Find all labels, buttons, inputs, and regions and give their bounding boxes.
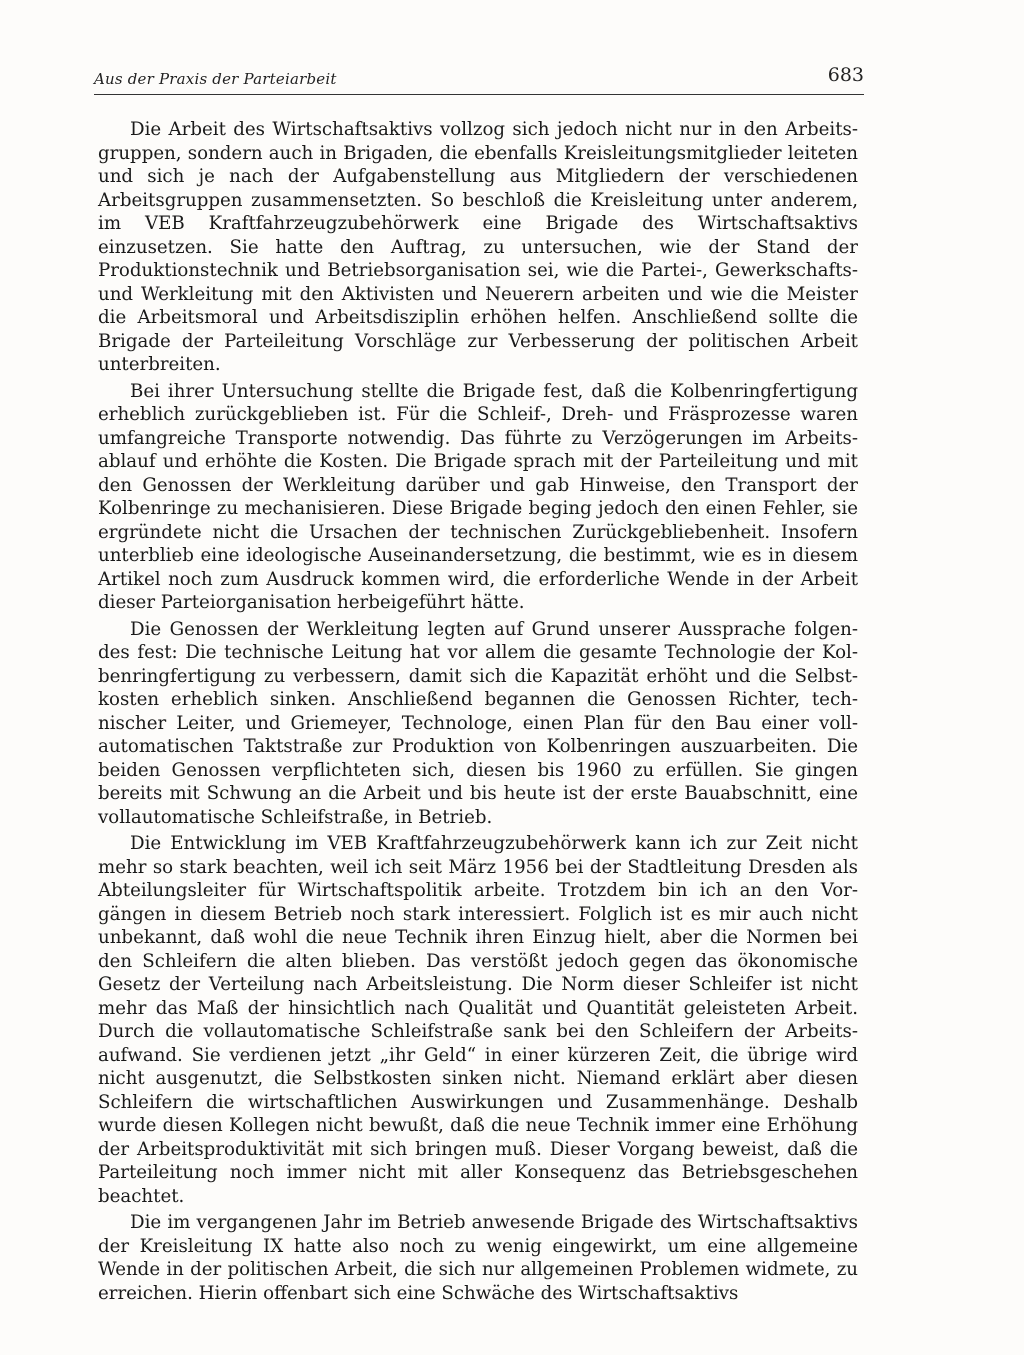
paragraph: Die im vergangenen Jahr im Betrieb anwesende Brigade des Wirtschaftsaktivs der Kreisleitung IX hatte also noch zu wenig eingewirkt, um eine allgemeine Wende in der politischen Arbeit, die sich nur allgemeinen Problemen widmete, zu erreichen. Hierin offenbart sich eine Schwäche des Wirtschaftsaktivs — [98, 1212, 858, 1304]
body-text — [98, 118, 858, 1308]
paragraph: Die Genossen der Werkleitung legten auf Grund unserer Aussprache folgendes fest: Die technische Leitung hat vor allem die gesamte Technologie der Kolbenringfertigung zu verbessern, damit sich die Kapazität erhöht und die Selbstkosten erheblich sinken. Anschließend begannen die Genossen Richter, technischer Leiter, und Griemeyer, Technologe, einen Plan für den Bau einer vollautomatischen Taktstraße zur Produktion von Kolbenringen auszuarbeiten. Die beiden Genossen verpflichteten sich, diesen bis 1960 zu erfüllen. Sie gingen bereits mit Schwung an die Arbeit und bis heute ist der erste Bauabschnitt, eine vollautomatische Schleifstraße, in Betrieb. — [98, 618, 858, 828]
running-title: Aus der Praxis der Parteiarbeit — [94, 70, 337, 88]
paragraph: Die Entwicklung im VEB Kraftfahrzeugzubehörwerk kann ich zur Zeit nicht mehr so stark beachten, weil ich seit März 1956 bei der Stadtleitung Dresden als Abteilungsleiter für Wirtschaftspolitik arbeite. Trotzdem bin ich an den Vorgängen in diesem Betrieb noch stark interessiert. Folglich ist es mir auch nicht unbekannt, daß wohl die neue Technik ihren Einzug hielt, aber die Normen bei den Schleifern die alten blieben. Das verstößt jedoch gegen das ökonomische Gesetz der Verteilung nach Arbeitsleistung. Die Norm dieser Schleifer ist nicht mehr das Maß der hinsichtlich nach Qualität und Quantität geleisteten Arbeit. Durch die vollautomatische Schleifstraße sank bei den Schleifern der Arbeitsaufwand. Sie verdienen jetzt „ihr Geld“ in einer kürzeren Zeit, die übrige wird nicht ausgenutzt, die Selbstkosten sinken nicht. Niemand erklärt aber diesen Schleifern die wirtschaftlichen Auswirkungen und Zusammenhänge. Deshalb wurde diesen Kollegen nicht bewußt, daß die neue Technik immer eine Erhöhung der Arbeitsproduktivität mit sich bringen muß. Dieser Vorgang beweist, daß die Parteileitung noch immer nicht mit aller Konsequenz das Betriebsgeschehen beachtet. — [98, 833, 858, 1207]
header-rule — [94, 94, 864, 95]
paragraph: Bei ihrer Untersuchung stellte die Brigade fest, daß die Kolbenringfertigung erheblich zurückgeblieben ist. Für die Schleif-, Dreh- und Fräsprozesse waren umfangreiche Transporte notwendig. Das führte zu Verzögerungen im Arbeitsablauf und erhöhte die Kosten. Die Brigade sprach mit der Parteileitung und mit den Genossen der Werkleitung darüber und gab Hinweise, den Transport der Kolbenringe zu mechanisieren. Diese Brigade beging jedoch den einen Fehler, sie ergründete nicht die Ursachen der technischen Zurückgebliebenheit. Insofern unterblieb eine ideologische Auseinandersetzung, die bestimmt, wie es in diesem Artikel noch zum Ausdruck kommen wird, die erforderliche Wende in der Arbeit dieser Parteiorganisation herbeigeführt hätte. — [98, 380, 858, 613]
paragraph: Die Arbeit des Wirtschaftsaktivs vollzog sich jedoch nicht nur in den Arbeitsgruppen, sondern auch in Brigaden, die ebenfalls Kreisleitungsmitglieder leiteten und sich je nach der Aufgabenstellung aus Mitgliedern der verschiedenen Arbeitsgruppen zusammensetzten. So beschloß die Kreisleitung unter anderem, im VEB Kraftfahrzeugzubehörwerk eine Brigade des Wirtschaftsaktivs einzusetzen. Sie hatte den Auftrag, zu untersuchen, wie der Stand der Produktionstechnik und Betriebsorganisation sei, wie die Partei-, Gewerkschafts- und Werkleitung mit den Aktivisten und Neuerern arbeiten und wie die Meister die Arbeitsmoral und Arbeitsdisziplin erhöhen helfen. Anschließend sollte die Brigade der Parteileitung Vorschläge zur Verbesserung der politischen Arbeit unterbreiten. — [98, 119, 858, 375]
page-number: 683 — [827, 64, 864, 86]
page-header — [94, 62, 864, 92]
